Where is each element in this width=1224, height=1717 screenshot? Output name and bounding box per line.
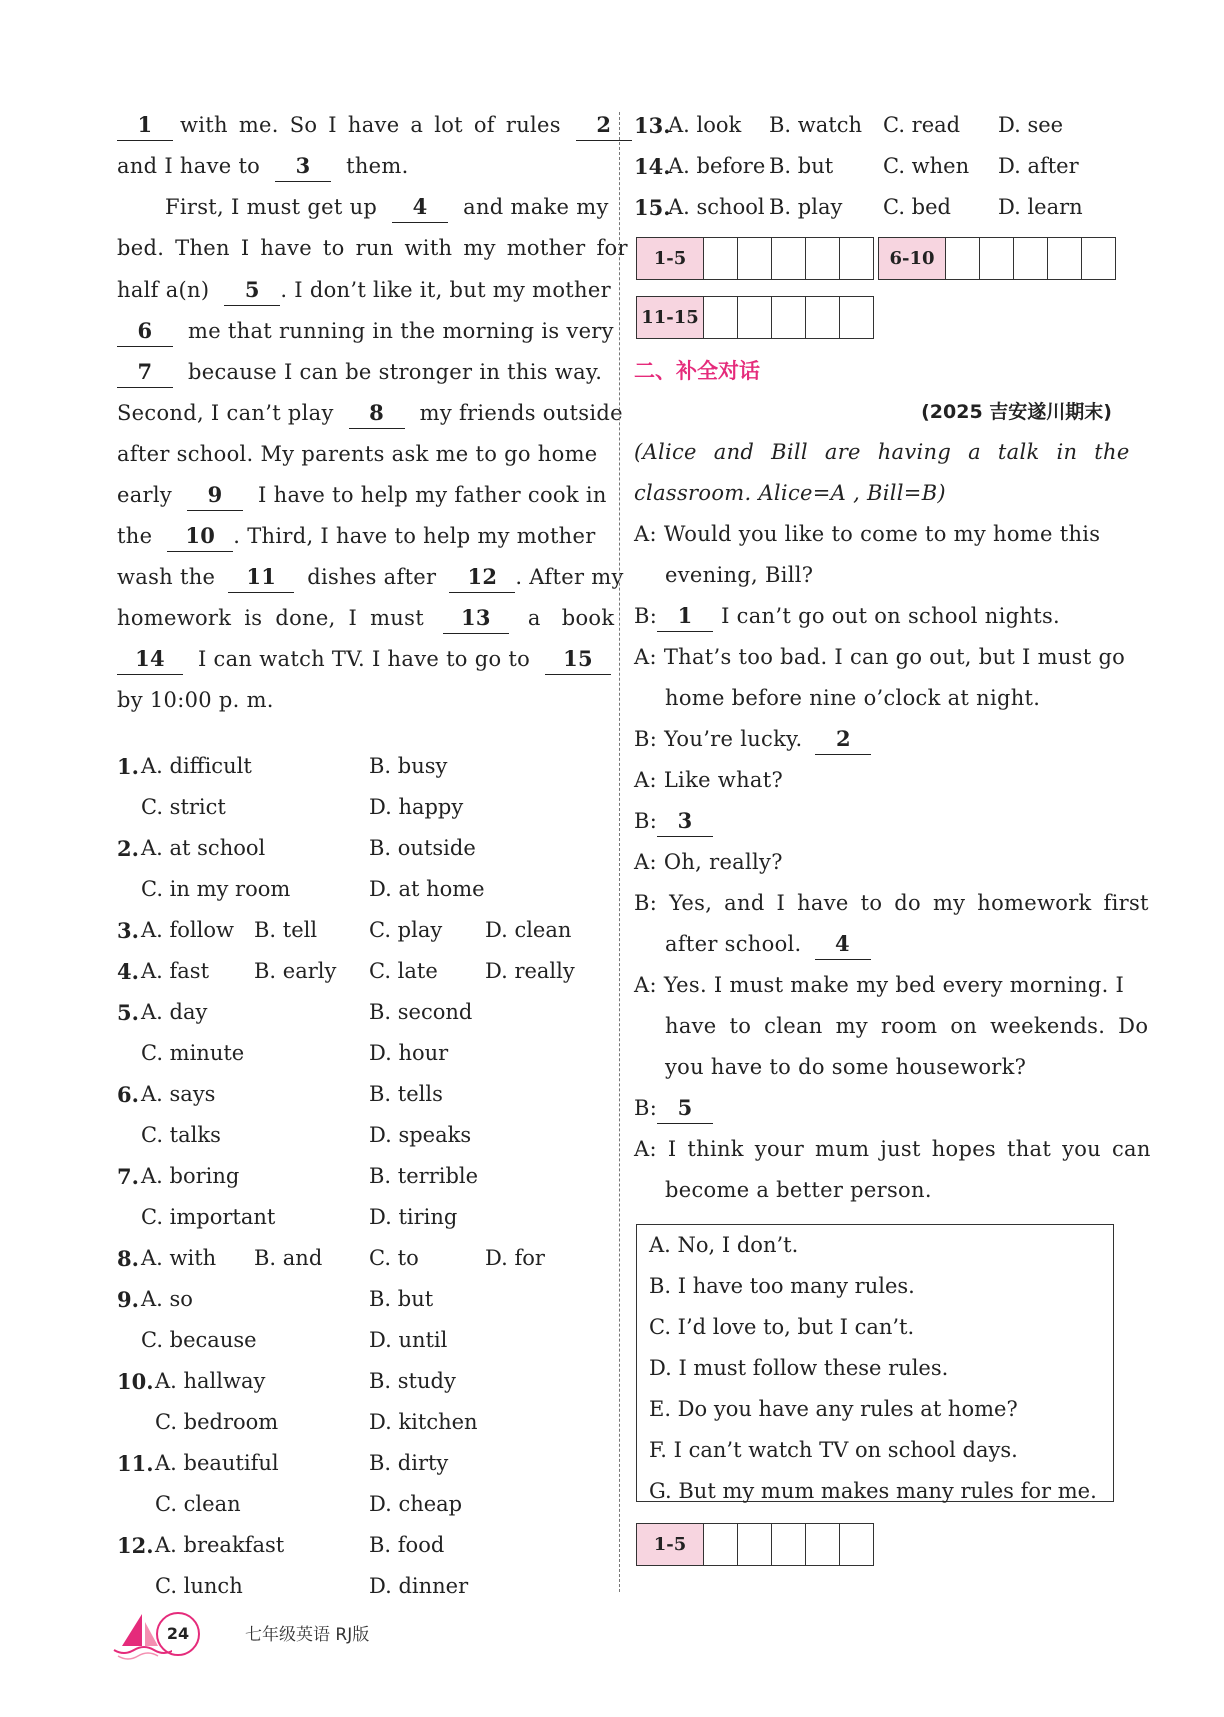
- answer-cell[interactable]: [806, 297, 840, 338]
- choice-option[interactable]: A. difficult: [141, 754, 252, 778]
- question-number: 5.: [117, 1000, 139, 1025]
- question-number: 7.: [117, 1164, 139, 1189]
- text: and make my: [463, 195, 609, 219]
- dialogue-line: A: I think your mum just hopes that you can: [634, 1137, 1151, 1161]
- question-number: 8.: [117, 1246, 139, 1271]
- choice-option[interactable]: D. happy: [369, 795, 464, 819]
- blank[interactable]: 9: [187, 480, 243, 511]
- grid-label: 6-10: [879, 238, 946, 279]
- option-item: A. No, I don’t.: [649, 1233, 799, 1257]
- answer-grid-1-5: [636, 237, 874, 280]
- choice-option[interactable]: C. important: [141, 1205, 276, 1229]
- answer-grid-6-10: [878, 237, 1116, 280]
- choice-option[interactable]: B. but: [769, 154, 834, 178]
- dialogue-line: have to clean my room on weekends. Do: [665, 1014, 1149, 1038]
- blank[interactable]: 4: [815, 929, 871, 960]
- dialogue-line: A: Yes. I must make my bed every morning. I: [634, 973, 1125, 997]
- choice-option[interactable]: C. play: [369, 918, 443, 942]
- text: after school.: [665, 932, 802, 956]
- option-item: B. I have too many rules.: [649, 1274, 915, 1298]
- question-number: 11.: [117, 1451, 154, 1476]
- choice-option[interactable]: D. after: [998, 154, 1079, 178]
- answer-cell[interactable]: [840, 238, 873, 279]
- passage-line: [117, 105, 632, 146]
- answer-cell[interactable]: [738, 238, 772, 279]
- blank[interactable]: 15: [545, 644, 611, 675]
- blank[interactable]: 6: [117, 316, 173, 347]
- text: because I can be stronger in this way.: [187, 360, 603, 384]
- dialogue-line: A: Oh, really?: [634, 850, 783, 874]
- answer-cell[interactable]: [738, 1524, 772, 1565]
- text: and I have to: [117, 154, 261, 178]
- choice-option[interactable]: C. late: [369, 959, 438, 983]
- option-item: G. But my mum makes many rules for me.: [649, 1479, 1097, 1503]
- passage-line: [117, 639, 611, 680]
- dialogue-line: A: That’s too bad. I can go out, but I must go: [634, 645, 1126, 669]
- choice-option[interactable]: D. clean: [485, 918, 572, 942]
- choice-option[interactable]: A. school: [668, 195, 765, 219]
- passage-line: [117, 557, 624, 598]
- answer-cell[interactable]: [704, 1524, 738, 1565]
- blank[interactable]: 5: [224, 275, 280, 306]
- text: I can’t go out on school nights.: [721, 604, 1061, 628]
- page-number: 24: [156, 1612, 200, 1656]
- blank[interactable]: 4: [392, 192, 448, 223]
- text: . Third, I have to help my mother: [233, 524, 596, 548]
- choice-option[interactable]: A. breakfast: [155, 1533, 285, 1557]
- answer-cell[interactable]: [806, 1524, 840, 1565]
- dialogue-line: become a better person.: [665, 1178, 932, 1202]
- choice-option[interactable]: B. terrible: [369, 1164, 479, 1188]
- passage-line: after school. My parents ask me to go home: [117, 442, 598, 466]
- choice-option[interactable]: D. see: [998, 113, 1064, 137]
- choice-option[interactable]: D. at home: [369, 877, 485, 901]
- blank[interactable]: 8: [349, 398, 405, 429]
- choice-option[interactable]: D. speaks: [369, 1123, 472, 1147]
- question-number: 3.: [117, 918, 139, 943]
- blank[interactable]: 3: [275, 151, 331, 182]
- choice-option[interactable]: B. study: [369, 1369, 456, 1393]
- answer-cell[interactable]: [772, 238, 806, 279]
- choice-option[interactable]: B. play: [769, 195, 843, 219]
- choice-option[interactable]: B. food: [369, 1533, 445, 1557]
- answer-cell[interactable]: [946, 238, 980, 279]
- passage-line: [117, 311, 614, 352]
- answer-grid-11-15: [636, 296, 874, 339]
- choice-option[interactable]: C. clean: [155, 1492, 241, 1516]
- choice-option[interactable]: B. dirty: [369, 1451, 449, 1475]
- blank[interactable]: 2: [576, 110, 632, 141]
- text: Second, I can’t play: [117, 401, 334, 425]
- answer-cell[interactable]: [704, 297, 738, 338]
- passage-line: [117, 516, 596, 557]
- column-divider: [619, 112, 620, 1592]
- grid-label: 1-5: [637, 1524, 704, 1565]
- text: dishes after: [307, 565, 437, 589]
- answer-cell[interactable]: [1082, 238, 1115, 279]
- passage-line: [117, 352, 602, 393]
- text: . I don’t like it, but my mother: [280, 278, 611, 302]
- question-number: 15.: [634, 195, 671, 220]
- choice-option[interactable]: B. but: [369, 1287, 434, 1311]
- answer-cell[interactable]: [840, 1524, 873, 1565]
- page-footer: [112, 1606, 472, 1666]
- choice-option[interactable]: C. read: [883, 113, 961, 137]
- question-number: 1.: [117, 754, 139, 779]
- text: . After my: [515, 565, 624, 589]
- blank[interactable]: 12: [449, 562, 515, 593]
- text: early: [117, 483, 173, 507]
- options-box: [636, 1224, 1114, 1502]
- blank[interactable]: 10: [167, 521, 233, 552]
- choice-option[interactable]: B. second: [369, 1000, 473, 1024]
- choice-option[interactable]: D. until: [369, 1328, 448, 1352]
- choice-option[interactable]: A. with: [141, 1246, 217, 1270]
- text: the: [117, 524, 153, 548]
- choice-option[interactable]: B. outside: [369, 836, 476, 860]
- text: B: You’re lucky.: [634, 727, 803, 751]
- dialogue-line: A: Would you like to come to my home this: [634, 522, 1101, 546]
- blank[interactable]: 1: [117, 110, 173, 141]
- choice-option[interactable]: A. look: [668, 113, 742, 137]
- choice-option[interactable]: B. busy: [369, 754, 448, 778]
- answer-cell[interactable]: [1014, 238, 1048, 279]
- choice-option[interactable]: C. strict: [141, 795, 226, 819]
- choice-option[interactable]: D. learn: [998, 195, 1083, 219]
- blank[interactable]: 14: [117, 644, 183, 675]
- answer-cell[interactable]: [772, 1524, 806, 1565]
- question-number: 2.: [117, 836, 139, 861]
- choice-option[interactable]: C. in my room: [141, 877, 291, 901]
- blank[interactable]: 7: [117, 357, 173, 388]
- passage-line: [117, 393, 623, 434]
- choice-option[interactable]: B. watch: [769, 113, 863, 137]
- answer-grid-dialogue: [636, 1523, 874, 1566]
- choice-option[interactable]: D. cheap: [369, 1492, 463, 1516]
- option-item: F. I can’t watch TV on school days.: [649, 1438, 1018, 1462]
- choice-option[interactable]: B. and: [254, 1246, 323, 1270]
- passage-line: bed. Then I have to run with my mother for: [117, 236, 628, 260]
- blank[interactable]: 5: [657, 1093, 713, 1124]
- choice-option[interactable]: A. day: [141, 1000, 208, 1024]
- answer-cell[interactable]: [980, 238, 1014, 279]
- speaker: B:: [634, 809, 658, 833]
- text: half a(n): [117, 278, 210, 302]
- text: I can watch TV. I have to go to: [197, 647, 531, 671]
- source-note: (2025 吉安遂川期末): [921, 401, 1112, 423]
- question-number: 13.: [634, 113, 671, 138]
- choice-option[interactable]: C. bedroom: [155, 1410, 279, 1434]
- text: I have to help my father cook in: [258, 483, 607, 507]
- passage-line: [117, 598, 614, 639]
- passage-line: [117, 146, 409, 187]
- choice-option[interactable]: C. bed: [883, 195, 951, 219]
- choice-option[interactable]: A. fast: [141, 959, 210, 983]
- option-item: D. I must follow these rules.: [649, 1356, 949, 1380]
- choice-option[interactable]: C. to: [369, 1246, 419, 1270]
- question-number: 14.: [634, 154, 671, 179]
- choice-option[interactable]: C. because: [141, 1328, 257, 1352]
- dialogue-line: you have to do some housework?: [665, 1055, 1027, 1079]
- choice-option[interactable]: A. hallway: [155, 1369, 266, 1393]
- grid-label: 11-15: [637, 297, 704, 338]
- intro-text: classroom. Alice=A , Bill=B): [634, 481, 946, 505]
- text: homework is done, I must: [117, 606, 424, 630]
- choice-option[interactable]: A. beautiful: [155, 1451, 279, 1475]
- passage-line: [117, 475, 607, 516]
- dialogue-line: A: Like what?: [634, 768, 784, 792]
- choice-option[interactable]: C. lunch: [155, 1574, 243, 1598]
- choice-option[interactable]: A. boring: [141, 1164, 240, 1188]
- question-number: 10.: [117, 1369, 154, 1394]
- dialogue-line: [634, 801, 713, 842]
- answer-cell[interactable]: [840, 297, 873, 338]
- question-number: 4.: [117, 959, 139, 984]
- choice-option[interactable]: A. at school: [141, 836, 266, 860]
- passage-line: [165, 187, 609, 228]
- text: wash the: [117, 565, 216, 589]
- answer-cell[interactable]: [806, 238, 840, 279]
- book-title: 七年级英语 RJ版: [245, 1625, 370, 1645]
- speaker: B:: [634, 604, 658, 628]
- blank[interactable]: 1: [657, 601, 713, 632]
- option-item: C. I’d love to, but I can’t.: [649, 1315, 915, 1339]
- choice-option[interactable]: A. so: [141, 1287, 193, 1311]
- answer-cell[interactable]: [704, 238, 738, 279]
- choice-option[interactable]: C. talks: [141, 1123, 221, 1147]
- text: with me. So I have a lot of rules: [179, 113, 561, 137]
- choice-option[interactable]: B. tell: [254, 918, 318, 942]
- choice-option[interactable]: A. before: [668, 154, 766, 178]
- dialogue-line: [634, 719, 871, 760]
- blank[interactable]: 2: [815, 724, 871, 755]
- blank[interactable]: 11: [228, 562, 294, 593]
- choice-option[interactable]: C. minute: [141, 1041, 245, 1065]
- passage-line: by 10:00 p. m.: [117, 688, 274, 712]
- text: me that running in the morning is very: [187, 319, 614, 343]
- choice-option[interactable]: B. early: [254, 959, 337, 983]
- choice-option[interactable]: C. when: [883, 154, 970, 178]
- blank[interactable]: 13: [443, 603, 509, 634]
- text: them.: [346, 154, 409, 178]
- text: my friends outside: [419, 401, 623, 425]
- answer-cell[interactable]: [1048, 238, 1082, 279]
- dialogue-line: B: Yes, and I have to do my homework first: [634, 891, 1149, 915]
- dialogue-line: [634, 1088, 713, 1129]
- choice-option[interactable]: D. hour: [369, 1041, 449, 1065]
- choice-option[interactable]: D. dinner: [369, 1574, 469, 1598]
- answer-cell[interactable]: [738, 297, 772, 338]
- choice-option[interactable]: A. follow: [141, 918, 234, 942]
- grid-label: 1-5: [637, 238, 704, 279]
- dialogue-line: home before nine o’clock at night.: [665, 686, 1041, 710]
- text: a book: [527, 606, 615, 630]
- choice-option[interactable]: D. tiring: [369, 1205, 458, 1229]
- choice-option[interactable]: D. for: [485, 1246, 545, 1270]
- choice-option[interactable]: D. really: [485, 959, 575, 983]
- answer-cell[interactable]: [772, 297, 806, 338]
- text: First, I must get up: [165, 195, 378, 219]
- choice-option[interactable]: D. kitchen: [369, 1410, 478, 1434]
- option-item: E. Do you have any rules at home?: [649, 1397, 1018, 1421]
- dialogue-line: [665, 924, 871, 965]
- question-number: 6.: [117, 1082, 139, 1107]
- blank[interactable]: 3: [657, 806, 713, 837]
- speaker: B:: [634, 1096, 658, 1120]
- choice-option[interactable]: A. says: [141, 1082, 216, 1106]
- question-number: 12.: [117, 1533, 154, 1558]
- choice-option[interactable]: B. tells: [369, 1082, 443, 1106]
- dialogue-line: evening, Bill?: [665, 563, 814, 587]
- intro-text: (Alice and Bill are having a talk in the: [634, 440, 1130, 464]
- passage-line: [117, 270, 611, 311]
- section-title: 二、补全对话: [634, 359, 760, 383]
- dialogue-line: [634, 596, 1060, 637]
- question-number: 9.: [117, 1287, 139, 1312]
